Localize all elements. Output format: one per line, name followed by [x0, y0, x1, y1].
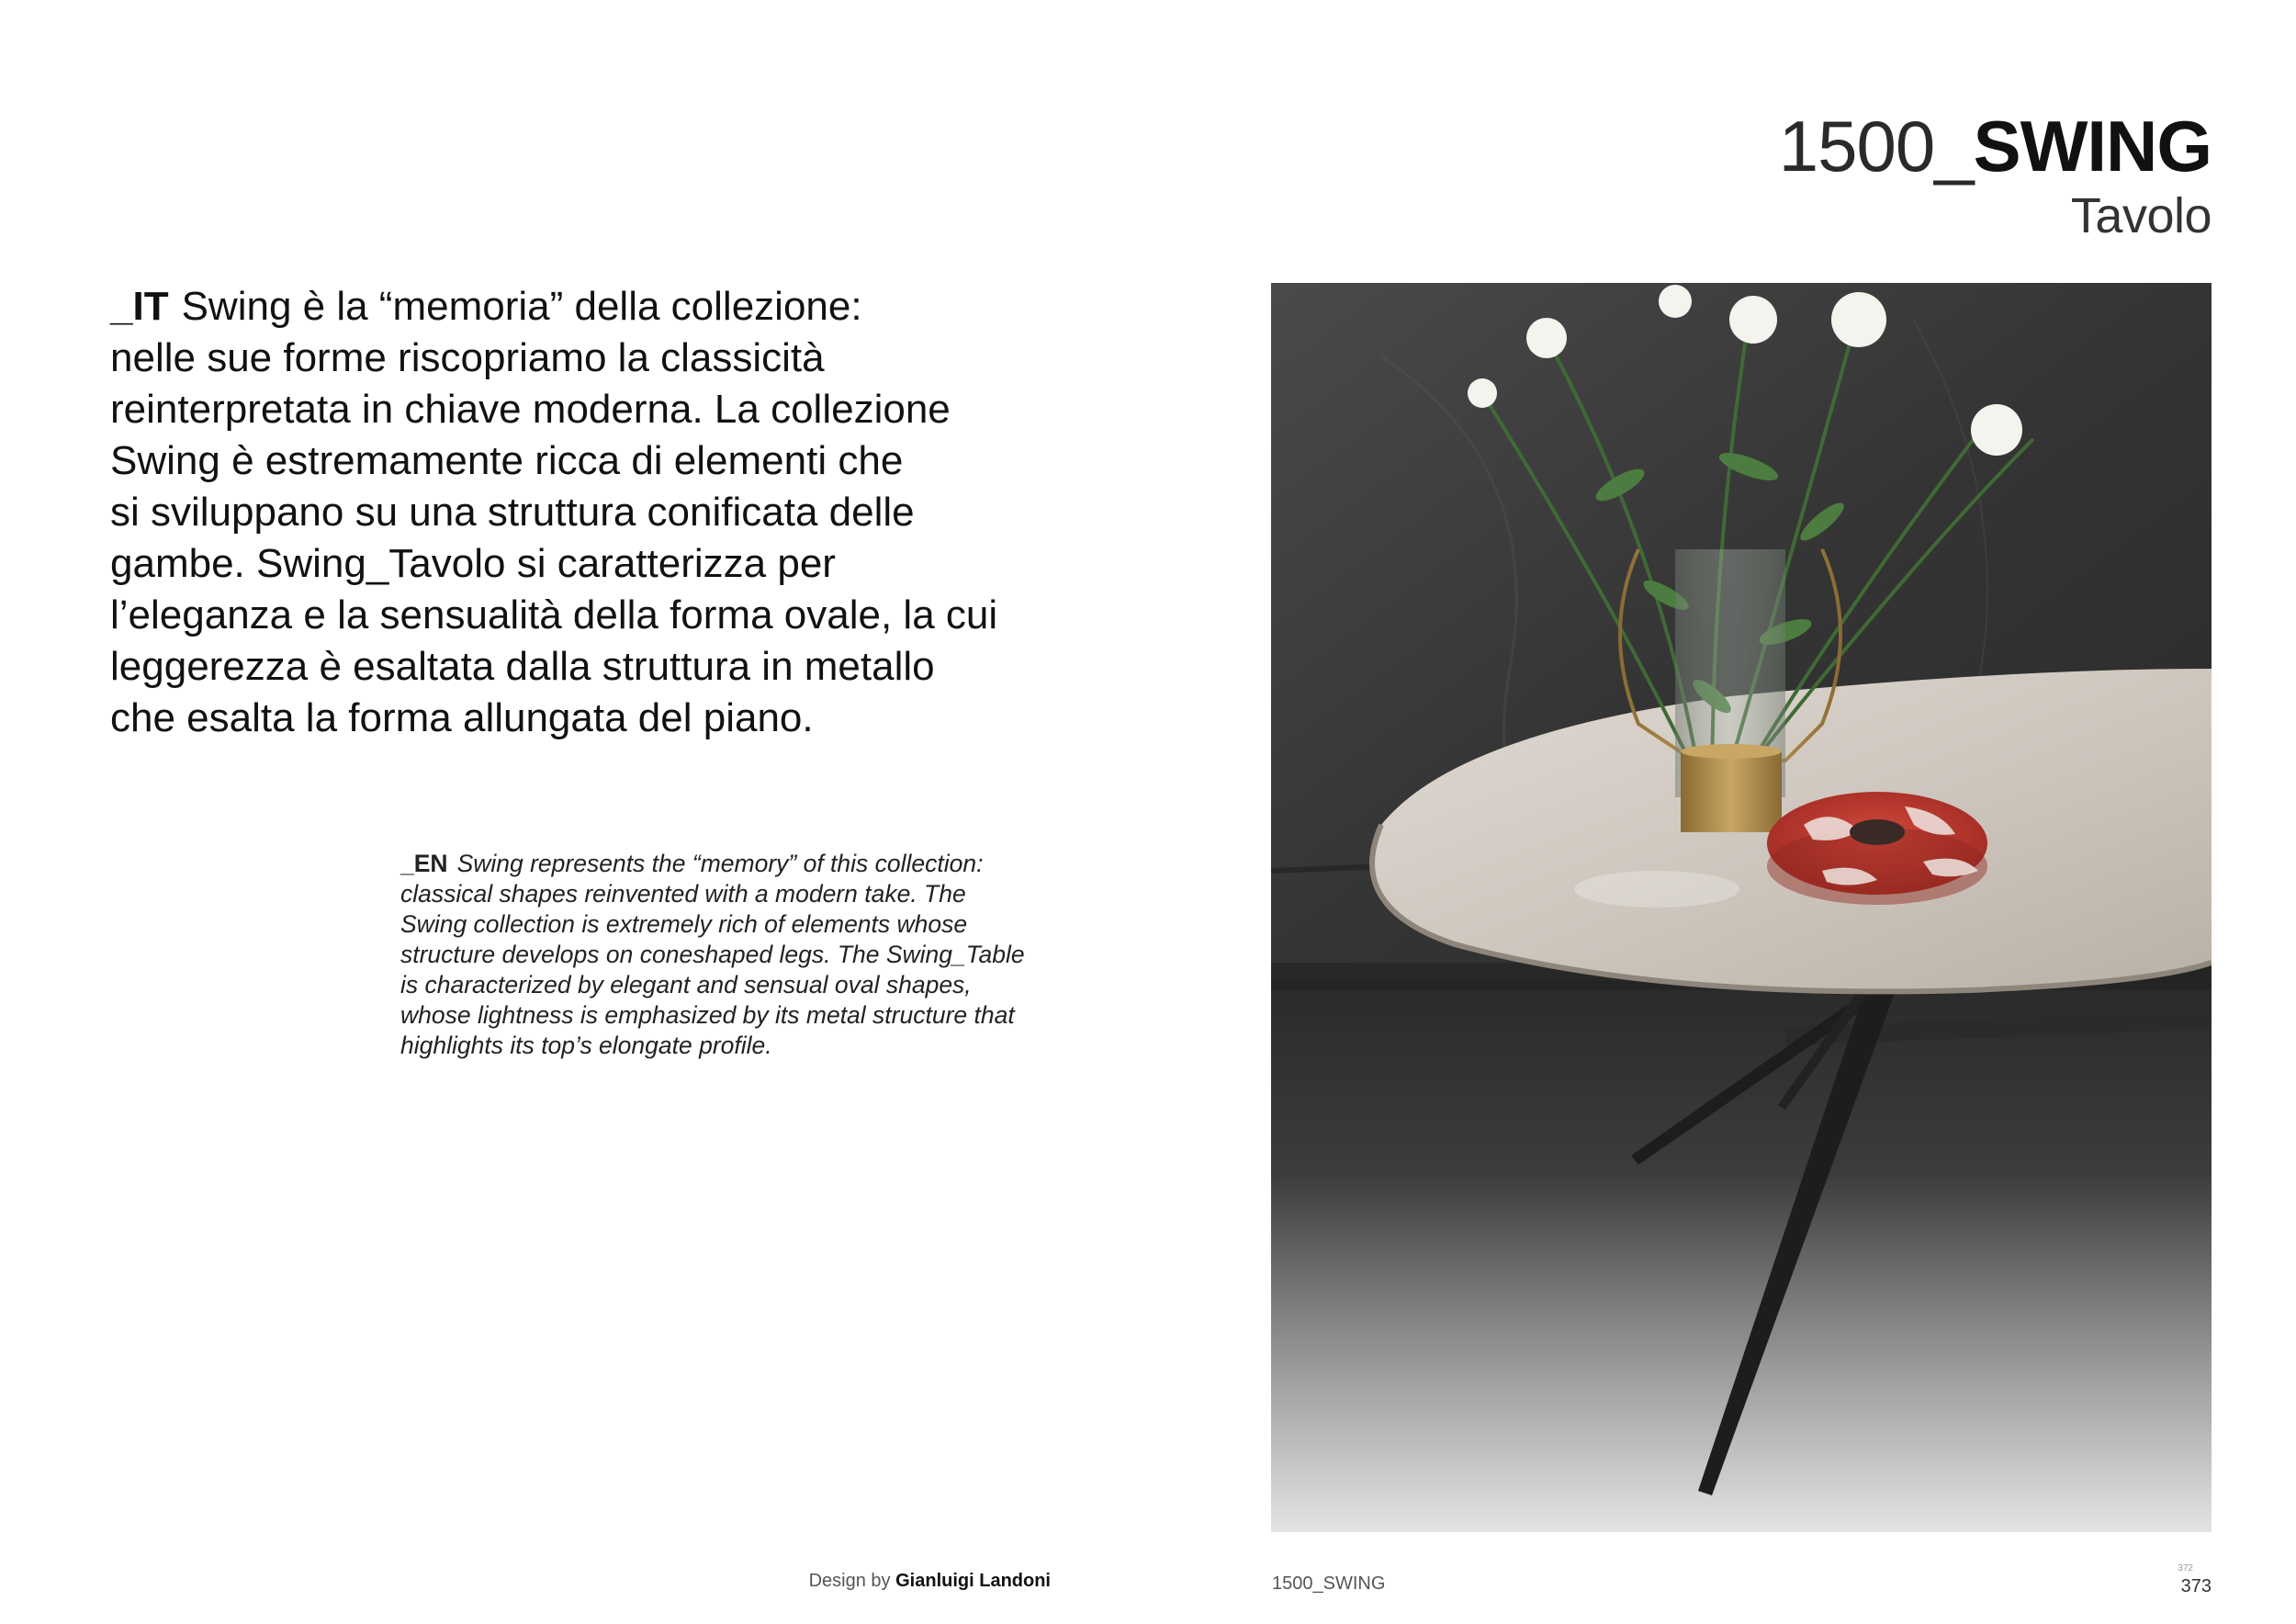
product-photo	[1271, 283, 2212, 1532]
design-credit	[809, 1571, 1051, 1592]
english-line-1-text: Swing represents the “memory” of this collection:	[456, 850, 984, 877]
english-line-3: Swing collection is extremely rich of elements whose	[400, 910, 968, 938]
english-line-1	[400, 849, 1062, 879]
italian-line-1	[110, 281, 1102, 333]
footer-product-label: 1500_SWING	[1272, 1573, 1386, 1594]
product-code: 1500_	[1778, 106, 1974, 186]
english-line-6: whose lightness is emphasized by its metal structure that	[400, 1001, 1015, 1029]
italian-line-5: si sviluppano su una struttura conificata delle	[110, 490, 915, 535]
italian-line-3: reinterpretata in chiave moderna. La collezione	[110, 387, 951, 432]
english-description	[400, 849, 1062, 1061]
credit-prefix: Design by	[808, 1571, 896, 1591]
italian-line-4: Swing è estremamente ricca di elementi che	[110, 438, 904, 483]
english-line-4: structure develops on coneshaped legs. The Swing_Table	[400, 941, 1025, 968]
product-name: SWING	[1973, 106, 2212, 186]
italian-description	[110, 281, 1102, 744]
product-title-block	[1778, 106, 2212, 243]
product-subtitle: Tavolo	[2070, 188, 2212, 243]
english-tag: _EN	[400, 850, 448, 877]
english-line-5: is characterized by elegant and sensual oval shapes,	[400, 971, 972, 998]
italian-line-1-text: Swing è la “memoria” della collezione:	[181, 284, 862, 329]
product-photo-illustration	[1271, 283, 2212, 1532]
page-number: 373	[2180, 1576, 2212, 1596]
italian-line-7: l’eleganza e la sensualità della forma ovale, la cui	[110, 592, 998, 637]
product-title	[1778, 106, 2212, 186]
italian-line-9: che esalta la forma allungata del piano.	[110, 695, 814, 740]
italian-line-2: nelle sue forme riscopriamo la classicità	[110, 335, 825, 380]
italian-line-8: leggerezza è esaltata dalla struttura in metallo	[110, 644, 935, 689]
designer-name: Gianluigi Landoni	[895, 1571, 1051, 1591]
italian-line-6: gambe. Swing_Tavolo si caratterizza per	[110, 541, 836, 586]
previous-page-number: 372	[2178, 1563, 2193, 1573]
italian-tag: _IT	[110, 284, 169, 329]
english-line-2: classical shapes reinvented with a modern take. The	[400, 880, 966, 908]
english-line-7: highlights its top’s elongate profile.	[400, 1032, 772, 1059]
